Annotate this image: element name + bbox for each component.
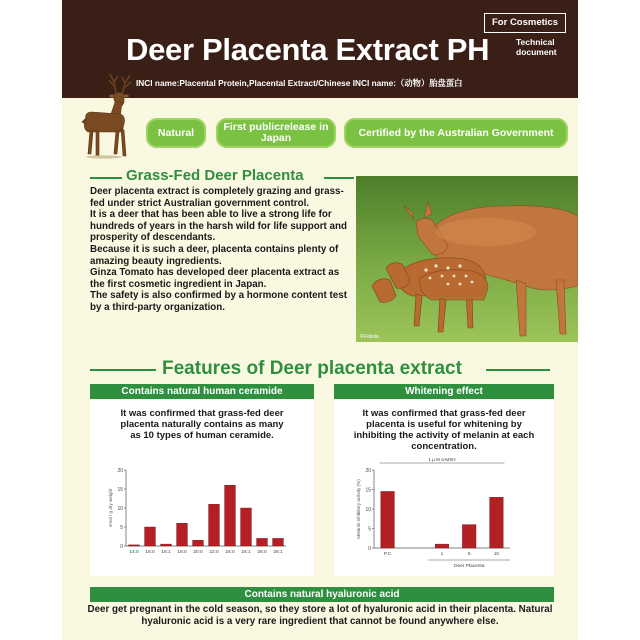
y-axis-label: nmol / g dry weight	[108, 488, 113, 528]
grass-paragraph: Ginza Tomato has developed deer placenta extract as the first cosmetic ingredient in Japan.	[90, 267, 340, 290]
y-tick-label: 15	[365, 487, 371, 494]
x-tick-label: 1	[440, 552, 444, 557]
y-tick-label: 10	[117, 505, 123, 512]
y-tick-label: 5	[120, 524, 123, 531]
ceramide-panel	[90, 400, 314, 576]
ceramide-text: It was confirmed that grass-fed deer placenta naturally contains as many as 10 types of human ceramide.	[120, 408, 284, 441]
deer-family-photo	[356, 176, 578, 342]
chart-bar	[129, 545, 140, 546]
chart-bar	[381, 491, 395, 548]
x-tick-label: 24:1	[241, 550, 251, 555]
chart-bar	[462, 525, 476, 548]
heading-rule-left	[90, 177, 122, 179]
x-tick-label: 26:1	[273, 550, 283, 555]
annotation-label: 1 μ M α-MSH	[428, 457, 456, 462]
x-tick-label: 5	[467, 552, 471, 557]
y-tick-label: 5	[368, 526, 371, 533]
x-tick-label: 18:0	[177, 550, 187, 555]
whitening-text: It was confirmed that grass-fed deer placenta is useful for whitening by inhibiting the activity of melanin at each concentration.	[353, 408, 535, 452]
x-tick-label: 20:0	[193, 550, 203, 555]
whitening-header: Whitening effect	[334, 384, 554, 399]
chart-bar	[193, 540, 204, 546]
deer-family-illustration	[356, 176, 578, 342]
chart-bar	[225, 485, 236, 546]
grass-paragraph: Because it is such a deer, placenta contains plenty of amazing beauty ingredients.	[90, 243, 339, 267]
technical-document-label: Technical document	[516, 37, 557, 57]
features-title: Features of Deer placenta extract	[162, 358, 462, 379]
y-tick-label: 0	[120, 543, 123, 550]
heading-rule-right	[324, 177, 354, 179]
chart-bar	[435, 544, 449, 548]
group-label: Deer Placenta	[453, 564, 485, 569]
y-tick-label: 15	[117, 486, 123, 493]
chart-bar	[145, 527, 156, 546]
x-tick-label: 10	[493, 552, 500, 557]
grass-paragraph: It is a deer that has been able to live a strong life for hundreds of years in the harsh wild for life support and prosperity of descendants.	[90, 209, 347, 244]
heading-rule-left	[90, 369, 156, 371]
grass-fed-body	[90, 186, 356, 314]
pill-natural: Natural	[146, 118, 206, 148]
x-tick-label: P.C	[383, 552, 392, 557]
whitening-panel	[334, 400, 554, 576]
chart-bar	[490, 497, 504, 548]
x-tick-label: 22:0	[209, 550, 219, 555]
y-tick-label: 20	[365, 467, 371, 474]
hyaluronic-text: Deer get pregnant in the cold season, so they store a lot of hyaluronic acid in their placenta. Natural hyaluronic acid is a very rare ingredient that cannot be found anywhere else.	[87, 604, 553, 627]
grass-fed-heading	[62, 168, 352, 186]
chart-bar	[273, 538, 284, 546]
chart-bar	[209, 504, 220, 546]
x-tick-label: 16:1	[161, 550, 171, 555]
pill-certified: Certified by the Australian Government	[344, 118, 568, 148]
grass-paragraph: The safety is also confirmed by a hormone content test by a third-party organization.	[90, 290, 347, 313]
y-tick-label: 10	[365, 506, 371, 513]
chart-bar	[161, 544, 172, 546]
hyaluronic-header: Contains natural hyaluronic acid	[90, 587, 554, 602]
photo-credit: ©Fotolia	[360, 334, 379, 340]
ceramide-header: Contains natural human ceramide	[90, 384, 314, 399]
feature-pill-band	[62, 110, 578, 156]
inci-name: INCI name:Placental Protein,Placental Extract/Chinese INCI name:（动物）胎盘蛋白	[136, 78, 463, 88]
x-tick-label: 26:0	[257, 550, 267, 555]
grass-fed-title: Grass-Fed Deer Placenta	[126, 167, 304, 184]
whitening-bar-chart	[334, 456, 554, 574]
x-tick-label: 24:0	[225, 550, 235, 555]
y-tick-label: 20	[117, 467, 123, 474]
chart-bar	[257, 538, 268, 546]
x-tick-label: 14:0	[129, 550, 139, 555]
page-title: Deer Placenta Extract PH	[126, 32, 490, 67]
pill-first-release: First publicrelease in Japan	[216, 118, 336, 148]
document-sheet	[62, 0, 578, 640]
chart-bar	[241, 508, 252, 546]
features-heading	[62, 358, 578, 380]
chart-bar	[177, 523, 188, 546]
x-tick-label: 16:0	[145, 550, 155, 555]
for-cosmetics-badge: For Cosmetics	[484, 13, 566, 33]
grass-paragraph: Deer placenta extract is completely grazing and grass-fed under strict Australian government control.	[90, 186, 344, 209]
ceramide-bar-chart	[90, 462, 314, 574]
y-axis-label: Melanin inhibitory activity (%)	[356, 479, 361, 539]
heading-rule-right	[486, 369, 550, 371]
y-tick-label: 0	[368, 545, 371, 552]
